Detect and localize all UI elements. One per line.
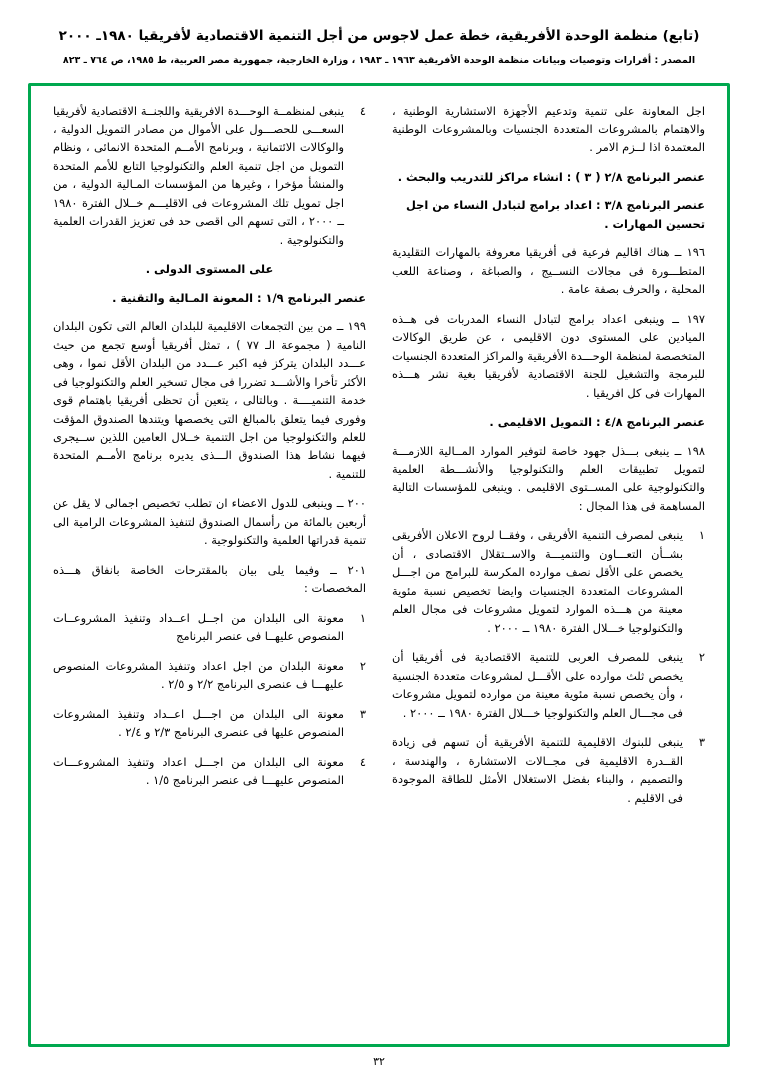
list-item [53,102,366,250]
document-header [28,26,730,69]
section-heading: عنصر البرنامج ٣/٨ : اعداد برامج لتبادل النساء من اجل تحسين المهارات . [405,198,705,231]
list-text: معونة البلدان من اجل اعداد وتنفيذ المشروعات المنصوص عليهـــا ف عنصرى البرنامج ٢/٢ و ٢/٥ . [53,658,344,692]
list-text: ينبغى لمنظمــة الوحـــدة الافريقية واللجنــة الاقتصادية لأفريقيا السعـــى للحصـــول على الأموال من مصادر التمويل الدولية ، والوكالات الائتمانية ، وبرنامج الأمــم المتحدة الانمائى ، ونظام التمويل من اجل تنمية العلم والتكنولوجيا التابع للأمم المتحدة والمنشأ مؤخرا ، وغيرها من المؤسسات المـالية الدولية ، من اجل تمويل تلك المشروعات فى الاقليـــم خــلال الفترة ١٩٨٠ ــ ٢٠٠٠ ، التى تسهم الى اقصى حد فى تعزيز القدرات العلمية والتكنولوجية . [53,103,345,247]
section-heading: عنصر البرنامج ٢/٨ ( ٣ ) : انشاء مراكز للتدريب والبحث . [397,169,705,184]
list-marker: ٢ [359,658,366,673]
list-item [53,657,366,694]
list-marker: ٤ [359,103,366,118]
two-column-body [41,96,717,1035]
list-marker: ٣ [359,706,366,721]
list-text: ينبغى لمصرف التنمية الأفريقى ، وفقــا لروح الاعلان الأفريقى بشــأن التعـــاون والتنميـــة والاســتقلال الاقتصادى ، أن يخصص على الأقل نصف موارده المكرسة للبرامج من اجـــل المشروعات المتعددة الجنسيات وايضا تخصيص نسبة مئوية معينة من هـــذه الموارد لتمويل مشروعات فى مجال العلم والتكنولوجيا خـــلال الفترة ١٩٨٠ ــ ٢٠٠٠ . [392,528,683,635]
paragraph: ٢٠١ ــ وفيما يلى بيان بالمقترحات الخاصة بانفاق هـــذه المخصصات : [53,562,366,596]
list-item [53,609,366,646]
paragraph: ١٩٩ ــ من بين التجمعات الاقليمية للبلدان العالم التى تكون البلدان النامية ( مجموعة الـ ٧٧ ) ، تمثل أفريقيا أوسع تجمع من حيث عـــدد البلدان يتركز فيه اكبر عـــدد من البلدان الأقل نموا ، وهى الأكثر تأخرا والأشـــد تضررا فى مجال تسخير العلم والتكنولوجيا فى خدمة التنميــــة . وبالتالى ، يتعين أن تحظى أفريقيا باهتمام قوى وفورى فيما يتعلق بالمبالغ التى يخصصها ويتندها الصندوق المؤقت للعلم والتكنولوجيا من اجل التنمية خــلال العامين اللذين ســيجرى فيهما نشاط هذا الصندوق الـــذى يديره برنامج الأمــم المتحدة للتنمية . [53,319,366,481]
list-text: معونة الى البلدان من اجـــل اعداد وتنفيذ المشروعـــات المنصوص عليهـــا فى عنصر البرنامج ١/٥ . [53,754,344,788]
list-item [53,705,366,742]
list-marker: ٢ [698,650,705,665]
paragraph: ٢٠٠ ــ وينبغى للدول الاعضاء ان تطلب تخصيص اجمالى لا يقل عن أربعين بالمائة من رأسمال الصندوق لتنفيذ المشروعات الرامية الى تنمية قدراتها العلمية والتكنولوجية . [53,496,366,548]
list-text: معونة الى البلدان من اجــل اعــداد وتنفيذ المشروعــات المنصوص عليهــا فى عنصر البرنامج [53,610,344,644]
list-item [392,648,705,722]
list-item [392,526,705,637]
list-text: ينبغى للبنوك الاقليمية للتنمية الأفريقية أن تسهم فى زيادة القــدرة الاقليمية فى مجــالات الاستشارة ، والهندسة ، والتصميم ، والبناء بفضل الاستغلال الأمثل للطاقة الموجودة فى الاقليم . [392,735,683,805]
list-text: ينبغى للمصرف العربى للتنمية الاقتصادية فى أفريقيا أن يخصص ثلث موارده على الأقـــل لمشروعات متعددة الجنسية ، وأن يخصص نسبة مئوية معينة من موارده لتمويل مشروعات فى مجـــال العلم والتكنولوجيا خـــلال الفترة ١٩٨٠ ــ ٢٠٠٠ . [392,650,683,720]
paragraph: ١٩٦ ــ هناك اقاليم فرعية فى أفريقيا معروفة بالمهارات التقليدية المتطـــورة فى مجالات النســيج ، والصباغة ، وصناعة اللعب المحلية ، والحرف بصفة عامة . [392,245,705,297]
page-number: ٣٢ [373,1055,385,1068]
section-heading: عنصر البرنامج ٤/٨ : التمويل الاقليمى . [489,415,705,430]
content-frame [28,83,730,1048]
list-marker: ٤ [359,754,366,769]
list-text: معونة الى البلدان من اجـــل اعــداد وتنفيذ المشروعات المنصوص عليها فى عنصرى البرنامج ٢/٣ و ٢/٤ . [53,706,344,740]
section-heading: عنصر البرنامج ١/٩ : المعونة المـالية والتقنية . [112,290,366,305]
list-marker: ١ [698,528,705,543]
paragraph: ١٩٧ ــ وينبغى اعداد برامج لتبادل النساء المدربات فى هــذه الميادين على المستوى دون الاقليمى ، عن طريق الوكالات المتخصصة لمنظمة الوحـــدة الأفريقية والمراكز المتعددة الجنسيات للبرمجة والتشغيل للجنة الاقتصادية لأفريقيا بغية نشر هـــذه المهارات فى كل افريقيا . [392,311,705,400]
right-text-column [392,102,707,1031]
left-text-column [51,102,366,1031]
list-item [392,733,705,807]
list-marker: ٣ [698,735,705,750]
paragraph: ١٩٨ ــ ينبغى بـــذل جهود خاصة لتوفير الموارد المــالية اللازمـــة لتمويل تطبيقات العلم والتكنولوجيا والأنشـــطة العلمية والتكنولوجية على المســتوى الاقليمى . وينبغى للمؤسسات التالية المساهمة فى هذا المجال : [392,443,705,513]
list-marker: ١ [359,610,366,625]
source-line: المصدر : أقرارات وتوصيات وبيانات منظمة الوحدة الأفريقية ١٩٦٣ ـ ١٩٨٣ ، وزارة الخارجية، جمهورية مصر العربية، ط ١٩٨٥، ص ٧٦٤ ـ ٨٢٣ [62,55,696,67]
section-heading: على المستوى الدولى . [145,262,274,277]
page-title: (تابع) منظمة الوحدة الأفريقية، خطة عمل لاجوس من أجل التنمية الاقتصادية لأفريقيا ١٩٨٠ـ ٢٠٠٠ [58,28,700,44]
paragraph: اجل المعاونة على تنمية وتدعيم الأجهزة الاستشارية الوطنية ، والاهتمام بالمشروعات المتعددة الجنسيات وبالمشروعات الوطنية المعتمدة اذا لــزم الامر . [392,103,705,155]
list-item [53,753,366,790]
